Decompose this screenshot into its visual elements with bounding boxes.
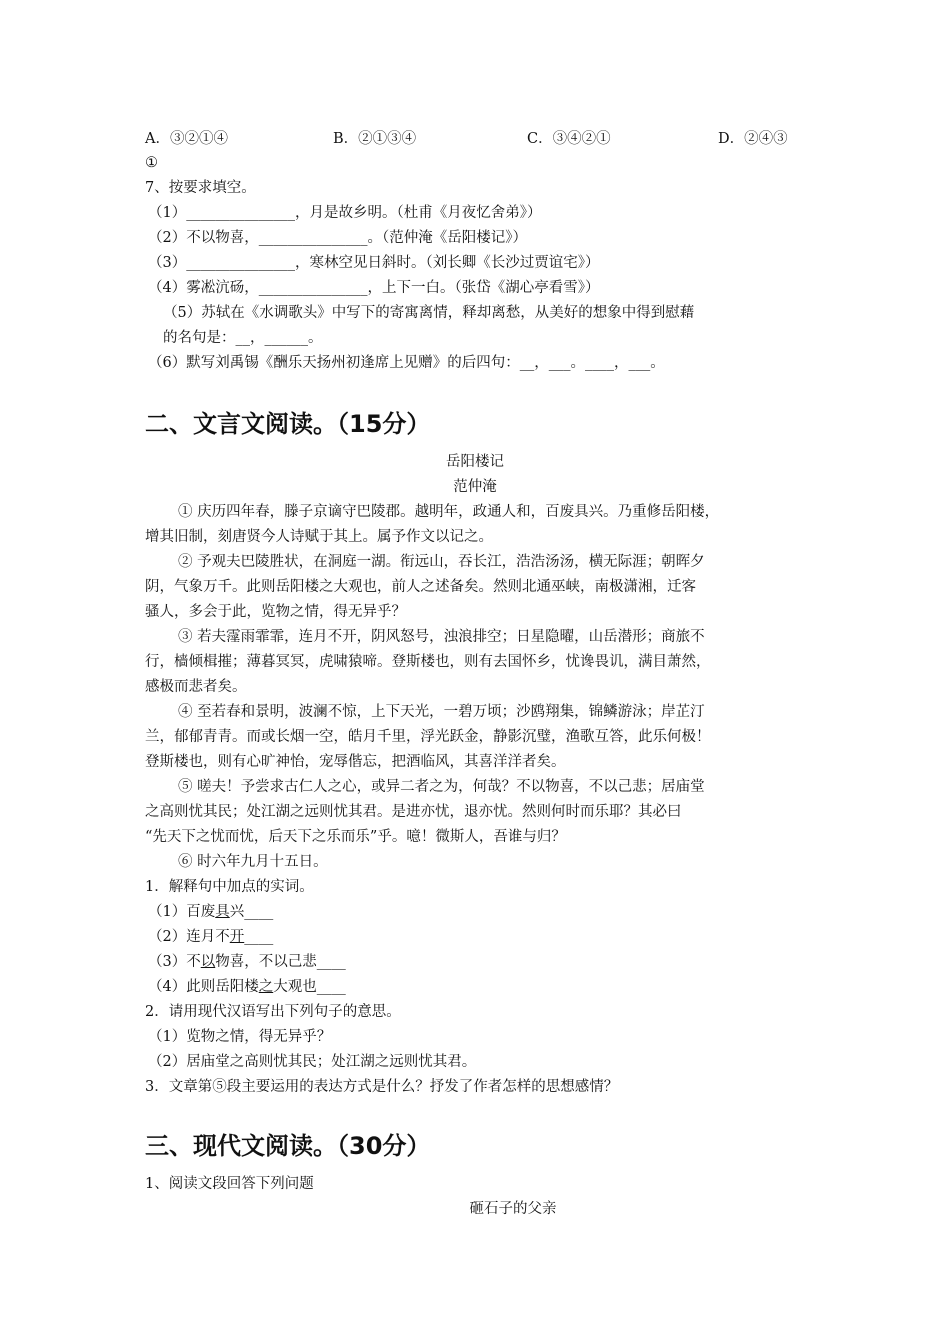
question-7-item-1: （1）_______________，月是故乡明。（杜甫《月夜忆舍弟》） — [148, 205, 542, 221]
paragraph-line: 行，樯倾楫摧；薄暮冥冥，虎啸猿啼。登斯楼也，则有去国怀乡，忧谗畏讥，满目萧然， — [145, 654, 711, 670]
marked-word: 之 — [258, 979, 274, 995]
paragraph-line: ② 予观夫巴陵胜状，在洞庭一湖。衔远山，吞长江，浩浩汤汤，横无际涯；朝晖夕 — [178, 554, 705, 570]
marked-word: 开 — [229, 929, 245, 945]
marked-word: 以 — [200, 954, 216, 970]
question-2-item-1: （1）览物之情，得无异乎？ — [148, 1029, 332, 1045]
question-7-item-4: （4）雾凇沆砀，_______________，上下一白。（张岱《湖心亭看雪》） — [148, 280, 600, 296]
question-1-item-2: （2）连月不开____ — [148, 929, 274, 945]
text-title: 岳阳楼记 — [446, 454, 504, 470]
paragraph-line: ⑤ 嗟夫！予尝求古仁人之心，或异二者之为，何哉？不以物喜，不以己悲；居庙堂 — [178, 779, 705, 795]
section-3-heading: 三、现代文阅读。（30分） — [145, 1132, 431, 1160]
option-b: B．②①③④ — [333, 131, 417, 147]
marked-word: 具 — [215, 904, 230, 920]
option-d-continued: ① — [145, 155, 158, 171]
question-2-item-2: （2）居庙堂之高则忧其民；处江湖之远则忧其君。 — [148, 1054, 477, 1070]
question-7-title: 7、按要求填空。 — [145, 180, 256, 196]
question-7-item-2: （2）不以物喜，_______________。（范仲淹《岳阳楼记》） — [148, 230, 527, 246]
question-7-item-3: （3）_______________，寒林空见日斜时。（刘长卿《长沙过贾谊宅》） — [148, 255, 600, 271]
modern-text-title: 砸石子的父亲 — [469, 1201, 557, 1217]
paragraph-line: ③ 若夫霪雨霏霏，连月不开，阴风怒号，浊浪排空；日星隐曜，山岳潜形；商旅不 — [178, 629, 705, 645]
question-7-item-6: （6）默写刘禹锡《酬乐天扬州初逢席上见赠》的后四句：__，___。____，___。 — [148, 355, 665, 371]
question-1-item-1: （1）百废具兴____ — [148, 904, 274, 920]
question-1-item-3: （3）不以物喜，不以己悲____ — [148, 954, 346, 970]
question-2-title: 2．请用现代汉语写出下列句子的意思。 — [145, 1004, 401, 1020]
section-3-question-1: 1、阅读文段回答下列问题 — [145, 1176, 314, 1192]
question-1-title: 1．解释句中加点的实词。 — [145, 879, 314, 895]
paragraph-line: 兰，郁郁青青。而或长烟一空，皓月千里，浮光跃金，静影沉璧，渔歌互答，此乐何极！ — [145, 729, 711, 745]
paragraph-line: 登斯楼也，则有心旷神怡，宠辱偕忘，把酒临风，其喜洋洋者矣。 — [145, 754, 566, 770]
option-d: D．②④③ — [718, 131, 788, 147]
question-7-item-5: （5）苏轼在《水调歌头》中写下的寄寓离情，释却离愁，从美好的想象中得到慰藉 — [163, 305, 695, 321]
option-c: C．③④②① — [527, 131, 611, 147]
paragraph-line: 骚人，多会于此，览物之情，得无异乎？ — [145, 604, 406, 620]
paragraph-line: 感极而悲者矣。 — [145, 679, 247, 695]
option-a: A．③②①④ — [145, 131, 228, 147]
paragraph-line: 之高则忧其民；处江湖之远则忧其君。是进亦忧，退亦忧。然则何时而乐耶？其必曰 — [145, 804, 682, 820]
question-7-item-5-continued: 的名句是：__，______。 — [163, 330, 323, 346]
paragraph-line: 阴，气象万千。此则岳阳楼之大观也，前人之述备矣。然则北通巫峡，南极潇湘，迁客 — [145, 579, 696, 595]
question-3: 3．文章第⑤段主要运用的表达方式是什么？抒发了作者怎样的思想感情？ — [145, 1079, 619, 1095]
paragraph-line: 增其旧制，刻唐贤今人诗赋于其上。属予作文以记之。 — [145, 529, 493, 545]
paragraph-line: ④ 至若春和景明，波澜不惊，上下天光，一碧万顷；沙鸥翔集，锦鳞游泳；岸芷汀 — [178, 704, 705, 720]
section-2-heading: 二、文言文阅读。（15分） — [145, 410, 431, 438]
question-1-item-4: （4）此则岳阳楼之大观也____ — [148, 979, 346, 995]
paragraph-line: ⑥ 时六年九月十五日。 — [178, 854, 328, 870]
paragraph-line: ① 庆历四年春，滕子京谪守巴陵郡。越明年，政通人和，百废具兴。乃重修岳阳楼， — [178, 504, 720, 520]
text-author: 范仲淹 — [453, 479, 497, 495]
paragraph-line: “先天下之忧而忧，后天下之乐而乐”乎。噫！微斯人，吾谁与归？ — [145, 829, 566, 845]
